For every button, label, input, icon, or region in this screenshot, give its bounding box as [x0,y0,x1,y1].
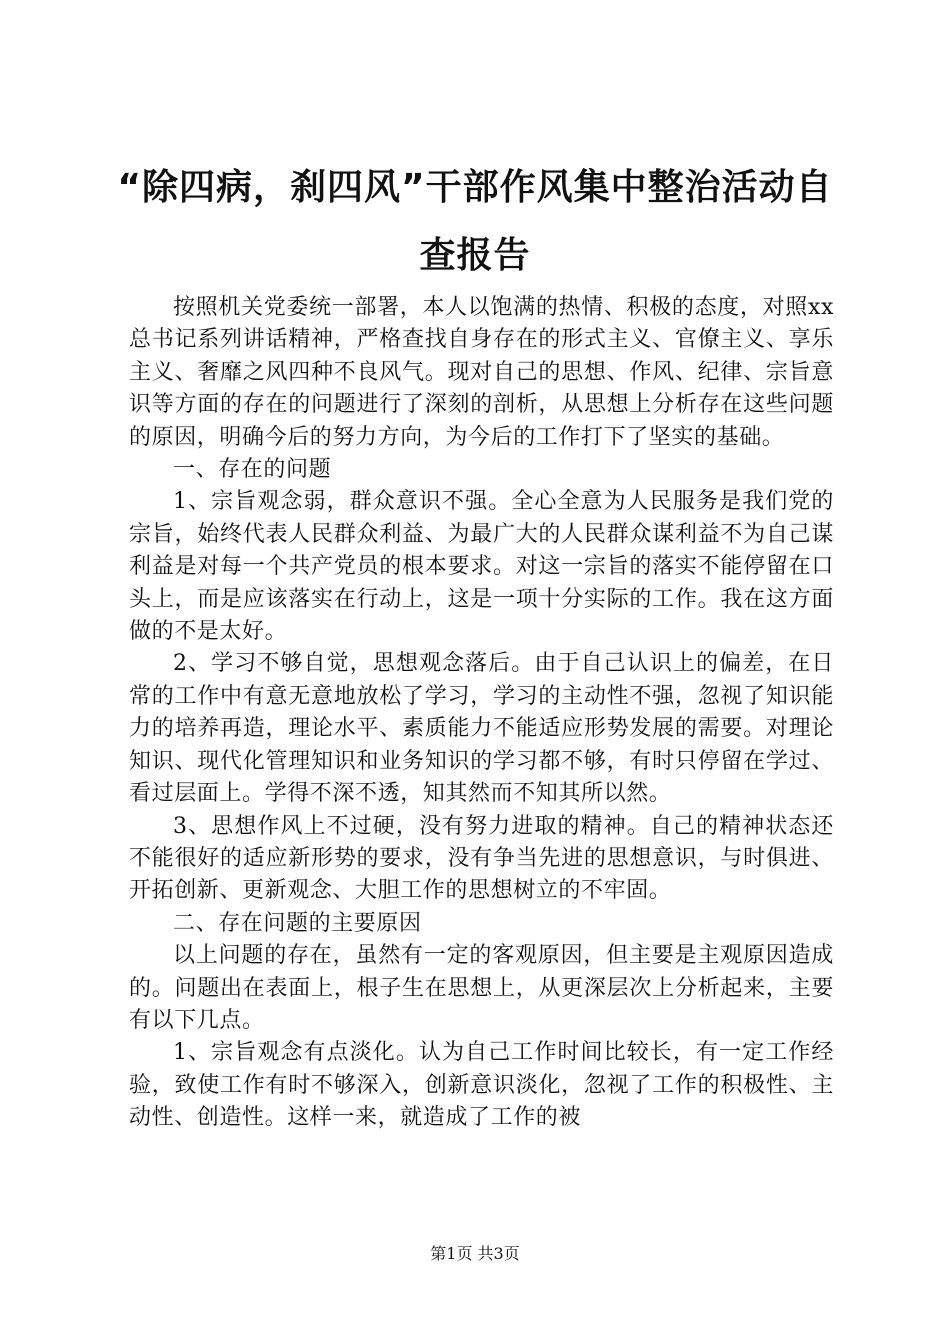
document-title: “除四病，刹四风”干部作风集中整治活动自查报告 [117,167,833,276]
paragraph-causes-intro: 以上问题的存在，虽然有一定的客观原因，但主要是主观原因造成的。问题出在表面上，根子生在思想上，从更深层次上分析起来，主要有以下几点。 [129,943,834,1033]
section-heading-causes: 二、存在问题的主要原因 [173,910,422,936]
page-footer: 第1页 共3页 [430,1244,520,1263]
paragraph-intro: 按照机关党委统一部署，本人以饱满的热情、积极的态度，对照xx总书记系列讲话精神，严格查找自身存在的形式主义、官僚主义、享乐主义、奢靡之风四种不良风气。现对自己的思想、作风、纪律、宗旨意识等方面的存在的问题进行了深刻的剖析，从思想上分析存在这些问题的原因，明确今后的努力方向，为今后的工作打下了坚实的基础。 [129,295,834,450]
section-heading-problems: 一、存在的问题 [173,457,332,483]
document-body [129,292,834,1135]
paragraph-problem-1: 1、宗旨观念弱，群众意识不强。全心全意为人民服务是我们党的宗旨，始终代表人民群众利益、为最广大的人民群众谋利益不为自己谋利益是对每一个共产党员的根本要求。对这一宗旨的落实不能停留在口头上，而是应该落实在行动上，这是一项十分实际的工作。我在这方面做的不是太好。 [129,489,834,645]
paragraph-problem-3: 3、思想作风上不过硬，没有努力进取的精神。自己的精神状态还不能很好的适应新形势的要求，没有争当先进的思想意识，与时俱进、开拓创新、更新观念、大胆工作的思想树立的不牢固。 [129,813,834,904]
paragraph-problem-2: 2、学习不够自觉，思想观念落后。由于自己认识上的偏差，在日常的工作中有意无意地放松了学习，学习的主动性不强，忽视了知识能力的培养再造，理论水平、素质能力不能适应形势发展的需要。对理论知识、现代化管理知识和业务知识的学习都不够，有时只停留在学过、看过层面上。学得不深不透，知其然而不知其所以然。 [129,651,834,807]
paragraph-cause-1: 1、宗旨观念有点淡化。认为自己工作时间比较长，有一定工作经验，致使工作有时不够深入，创新意识淡化，忽视了工作的积极性、主动性、创造性。这样一来，就造成了工作的被 [129,1040,834,1131]
